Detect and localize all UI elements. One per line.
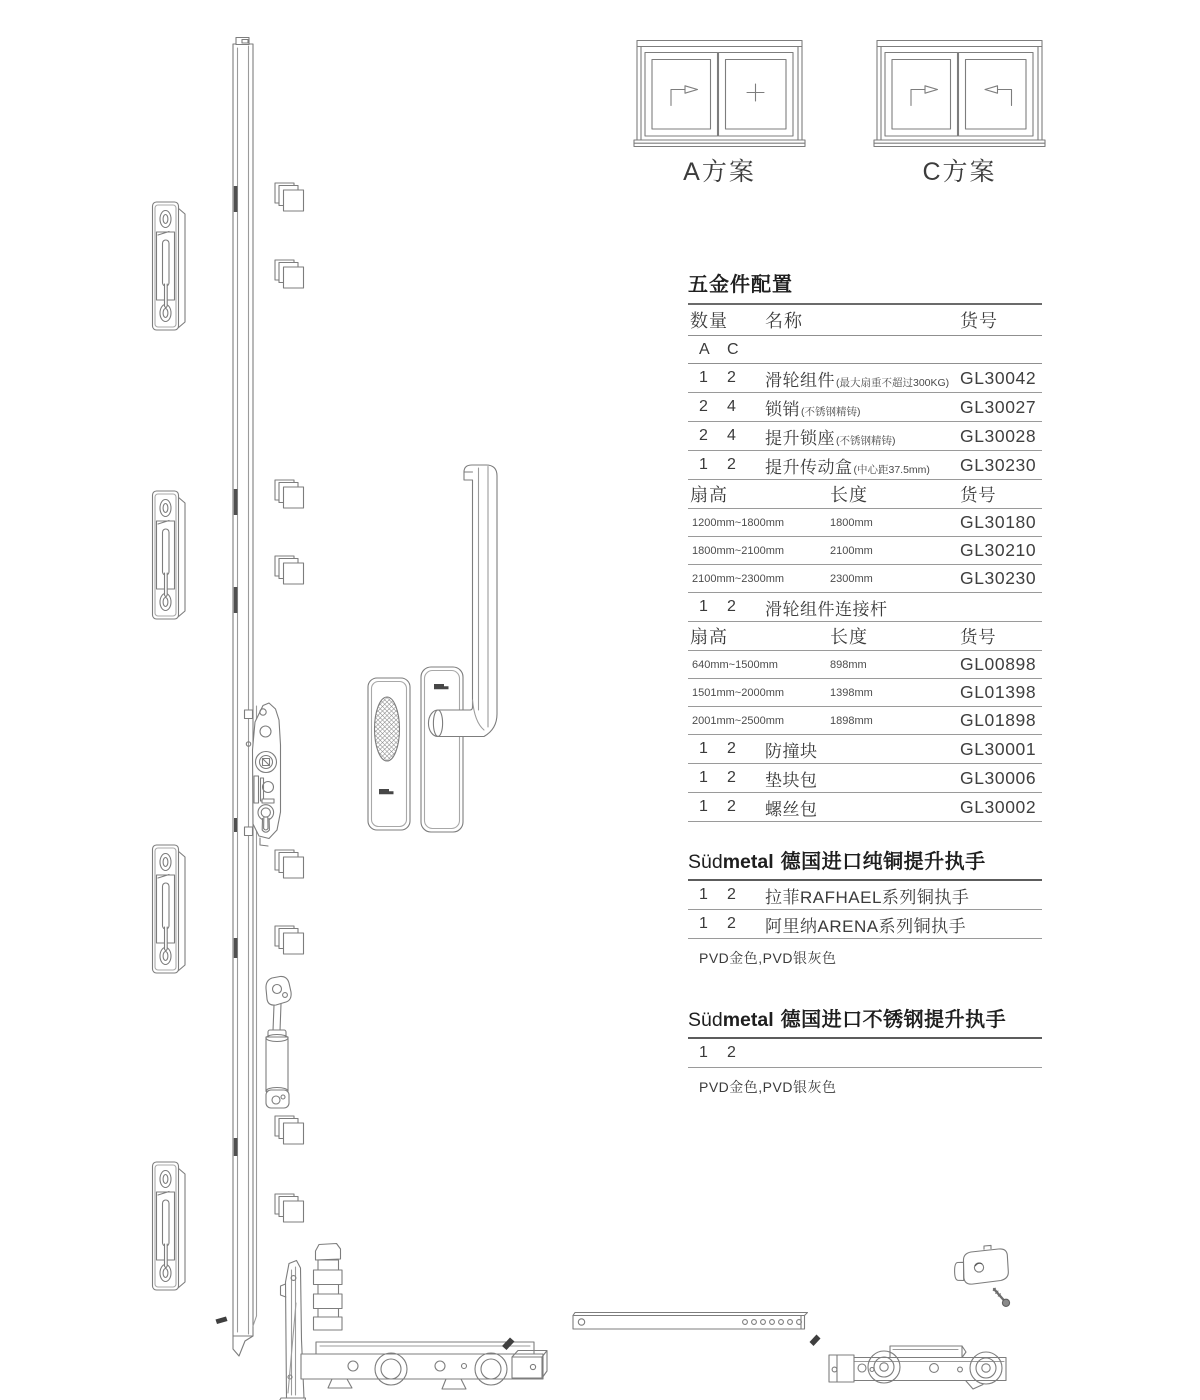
size-row — [688, 651, 1042, 679]
length-value: 1898mm — [830, 714, 873, 727]
sku-header: 货号 — [960, 484, 997, 505]
fan-height-header: 扇高 — [690, 627, 728, 647]
qty-c: 2 — [727, 886, 736, 903]
brand-suffix: metal — [722, 851, 774, 873]
fan-height-range: 640mm~1500mm — [692, 658, 778, 671]
item-sku: GL30002 — [960, 796, 1037, 817]
scheme-a-header: A — [699, 340, 710, 358]
lock-pin-block-drawing — [275, 260, 304, 288]
lift-handle-drawing — [421, 465, 497, 832]
item-sku: GL30028 — [960, 425, 1037, 446]
item-note: (不锈钢精铸) — [836, 434, 896, 447]
qty-c: 2 — [727, 740, 736, 757]
lock-pin-block-drawing — [275, 926, 304, 954]
qty-column-header: 数量 — [690, 311, 728, 331]
size-sku: GL01398 — [960, 682, 1037, 702]
connecting-rod-drawing — [266, 976, 291, 1108]
screw-icon — [993, 1288, 1009, 1306]
brand-item-row — [688, 1039, 1042, 1068]
sku-column-header: 货号 — [960, 311, 998, 331]
fan-height-range: 1800mm~2100mm — [692, 544, 785, 557]
qty-c: 2 — [727, 369, 736, 386]
size-row — [688, 509, 1042, 537]
qty-c: 2 — [727, 798, 736, 815]
qty-c: 4 — [727, 398, 736, 415]
lock-pin-block-drawing — [275, 1116, 304, 1144]
item-sku: GL30027 — [960, 396, 1037, 417]
hardware-table-header — [688, 305, 1042, 336]
lock-keeper-plate-drawing — [153, 491, 186, 619]
size-row — [688, 537, 1042, 565]
name-column-header: 名称 — [765, 311, 803, 331]
fan-height-range: 2100mm~2300mm — [692, 572, 785, 585]
roller-carriage-drawing — [829, 1346, 1006, 1389]
lift-rail-drawing — [233, 38, 257, 1357]
size-row — [688, 565, 1042, 593]
hardware-table-title: 五金件配置 — [688, 268, 1042, 305]
hardware-item-row — [688, 451, 1042, 480]
item-name: 滑轮组件(最大扇重不超过300KG) — [765, 370, 950, 390]
brand-prefix: Süd — [688, 851, 723, 873]
flush-pull-handle-drawing — [368, 678, 410, 830]
brand-title: 德国进口不锈钢提升执手 — [780, 1009, 1007, 1031]
qty-c: 4 — [727, 427, 736, 444]
item-note: (中心距37.5mm) — [853, 463, 930, 476]
hardware-item-row — [688, 735, 1042, 764]
hardware-item-row — [688, 593, 1042, 622]
window-diagram-c — [874, 41, 1045, 147]
lock-keeper-plate-drawing — [153, 1162, 186, 1290]
length-value: 1800mm — [830, 516, 873, 529]
qty-a: 1 — [699, 369, 708, 386]
qty-a: 1 — [699, 1044, 708, 1061]
brand-section-title — [688, 1003, 1042, 1039]
item-sku: GL30006 — [960, 767, 1037, 788]
qty-c: 2 — [727, 769, 736, 786]
size-row — [688, 707, 1042, 735]
brand-rows — [688, 1039, 1042, 1068]
brand-suffix: metal — [722, 1009, 774, 1031]
lock-pin-block-drawing — [275, 850, 304, 878]
window-diagram-a — [634, 41, 805, 147]
fan-height-range: 1200mm~1800mm — [692, 516, 785, 529]
qty-c: 2 — [727, 1044, 736, 1061]
item-sku: GL30042 — [960, 367, 1037, 388]
hardware-item-row — [688, 364, 1042, 393]
plan-a-label: A方案 — [683, 158, 756, 186]
brand-prefix: Süd — [688, 1009, 723, 1031]
plan-c-label: C方案 — [922, 158, 997, 186]
item-name: 阿里纳ARENA系列铜执手 — [765, 916, 967, 936]
hardware-item-row — [688, 393, 1042, 422]
fan-height-header: 扇高 — [690, 485, 728, 505]
length-value: 2100mm — [830, 544, 873, 557]
brand-title: 德国进口纯铜提升执手 — [780, 851, 986, 873]
size-sku: GL30180 — [960, 512, 1037, 532]
size-row — [688, 679, 1042, 707]
item-sku: GL30001 — [960, 738, 1037, 759]
corner-roller-assembly-drawing — [216, 1261, 548, 1400]
size-sku: GL01898 — [960, 710, 1037, 730]
hardware-item-row — [688, 422, 1042, 451]
item-name: 垫块包 — [765, 770, 818, 790]
item-name: 防撞块 — [765, 741, 818, 761]
brand-item-row — [688, 910, 1042, 939]
size-sku: GL00898 — [960, 654, 1037, 674]
item-note: (最大扇重不超过300KG) — [836, 376, 950, 389]
qty-a: 1 — [699, 598, 708, 615]
length-value: 2300mm — [830, 572, 873, 585]
item-sku: GL30230 — [960, 454, 1037, 475]
connector-bar-drawing — [573, 1313, 821, 1347]
hardware-table — [688, 268, 1042, 822]
scheme-c-header: C — [727, 340, 739, 358]
fan-height-range: 2001mm~2500mm — [692, 714, 785, 727]
lock-keeper-plate-drawing — [153, 845, 186, 973]
size-header-row — [688, 480, 1042, 509]
qty-a: 2 — [699, 398, 708, 415]
sku-header: 货号 — [960, 626, 997, 647]
item-note: (不锈钢精铸) — [801, 405, 861, 418]
size-sku: GL30210 — [960, 540, 1037, 560]
length-header: 长度 — [830, 485, 868, 505]
item-name: 螺丝包 — [765, 799, 818, 819]
brand-note: PVD金色,PVD银灰色 — [699, 950, 837, 966]
qty-c: 2 — [727, 598, 736, 615]
length-value: 898mm — [830, 658, 867, 671]
brand-section — [688, 845, 1042, 968]
hardware-item-row — [688, 764, 1042, 793]
scheme-header-row — [688, 336, 1042, 364]
item-name: 提升传动盒(中心距37.5mm) — [765, 457, 930, 477]
length-header: 长度 — [830, 627, 868, 647]
fan-height-range: 1501mm~2000mm — [692, 686, 785, 699]
pin-icon — [216, 1317, 228, 1325]
size-sku: GL30230 — [960, 568, 1037, 588]
qty-a: 1 — [699, 456, 708, 473]
brand-logo-text — [688, 1009, 774, 1032]
qty-a: 1 — [699, 886, 708, 903]
brand-rows — [688, 881, 1042, 939]
hardware-rows — [688, 364, 1042, 822]
item-name: 拉菲RAFHAEL系列铜执手 — [765, 887, 970, 907]
length-value: 1398mm — [830, 686, 873, 699]
qty-c: 2 — [727, 915, 736, 932]
brand-sections — [688, 845, 1042, 1097]
brand-section — [688, 1003, 1042, 1097]
lock-keeper-plate-drawing — [153, 202, 186, 330]
qty-a: 1 — [699, 769, 708, 786]
hardware-item-row — [688, 793, 1042, 822]
qty-a: 1 — [699, 915, 708, 932]
qty-a: 2 — [699, 427, 708, 444]
item-name: 锁销(不锈钢精铸) — [765, 399, 861, 419]
brand-item-row — [688, 881, 1042, 910]
anti-collision-block-drawing — [955, 1245, 1010, 1306]
brand-section-title — [688, 845, 1042, 881]
qty-a: 1 — [699, 740, 708, 757]
size-header-row — [688, 622, 1042, 651]
lock-pin-block-drawing — [275, 1194, 304, 1222]
qty-a: 1 — [699, 798, 708, 815]
brand-note: PVD金色,PVD银灰色 — [699, 1079, 837, 1095]
item-name: 滑轮组件连接杆 — [765, 599, 888, 619]
qty-c: 2 — [727, 456, 736, 473]
brand-logo-text — [688, 851, 774, 874]
item-name: 提升锁座(不锈钢精铸) — [765, 428, 896, 448]
lock-pin-block-drawing — [275, 480, 304, 508]
pin-icon — [810, 1335, 821, 1347]
lock-pin-block-drawing — [275, 556, 304, 584]
lock-pin-block-drawing — [275, 183, 304, 211]
spacer-stack-drawing — [314, 1244, 343, 1331]
